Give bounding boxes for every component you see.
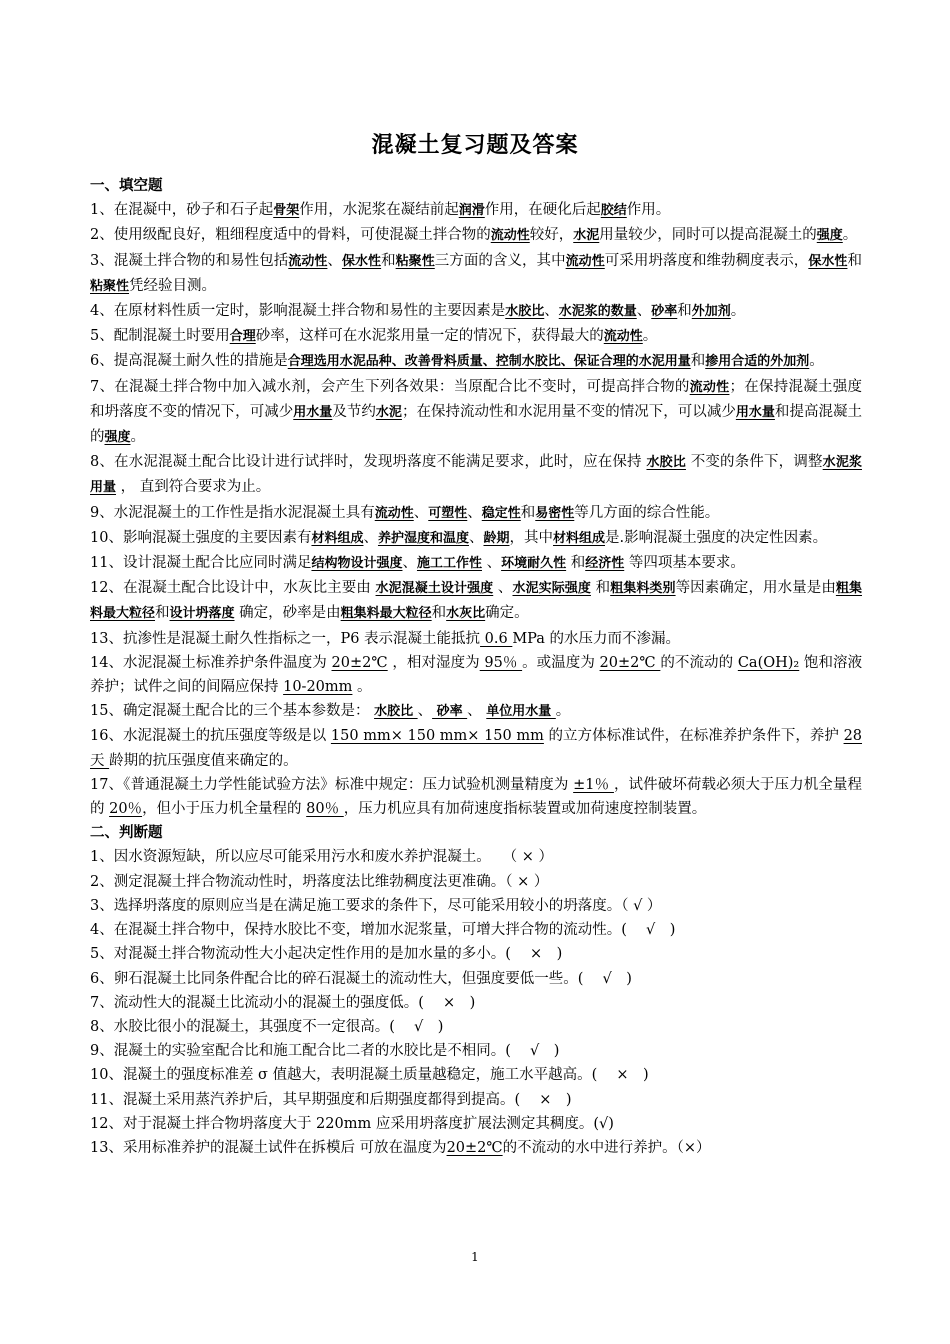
question-text: 凭经验目测。 <box>129 277 217 294</box>
question-text: 和提高混凝土的 <box>90 403 863 446</box>
fill-in-question <box>90 198 862 223</box>
underlined-answer: 0.6 <box>480 630 513 647</box>
question-text: 。 <box>130 429 146 446</box>
question-text: 10、影响混凝土强度的主要因素有 <box>90 529 312 546</box>
fill-in-question-list <box>90 198 862 821</box>
fill-in-question <box>90 773 862 821</box>
question-text: 。 <box>555 703 571 720</box>
answer-blank: 稳定性 <box>481 505 521 521</box>
answer-blank: 流动性 <box>374 505 414 521</box>
true-false-question <box>90 1136 862 1160</box>
answer-blank: 水灰比 <box>446 606 486 622</box>
answer-blank: 用水量 <box>735 404 775 420</box>
question-text: 等几方面的综合性能。 <box>574 504 720 521</box>
question-text: 、 <box>468 529 484 546</box>
underlined-answer: 10-20mm <box>283 679 353 696</box>
fill-in-question <box>90 349 862 374</box>
question-text: 可采用坍落度和维勃稠度表示， <box>604 252 809 269</box>
underlined-answer: 20±2℃ <box>599 654 661 671</box>
question-text: 4、在原材料性质一定时，影响混凝土拌合物和易性的主要因素是 <box>90 303 506 320</box>
question-text: 、 <box>493 580 513 597</box>
answer-blank: 结构物设计强度 <box>311 556 403 572</box>
underlined-answer: 28 天 <box>90 728 863 769</box>
question-text: 等四项基本要求。 <box>624 555 745 572</box>
question-text: ；在保持流动性和水泥用量不变的情况下，可以减少 <box>401 403 736 420</box>
answer-blank: 粗集料类别 <box>610 581 676 597</box>
question-text: ， 直到符合要求为止。 <box>116 479 271 496</box>
section-heading-true-false: 二、判断题 <box>90 825 163 842</box>
fill-in-question <box>90 724 862 772</box>
question-text: 龄期的抗压强度值来确定的。 <box>109 752 298 769</box>
true-false-question: 6、卵石混凝土比同条件配合比的碎石混凝土的流动性大，但强度要低一些。( √ ) <box>90 970 632 987</box>
question-text: ，相对湿度为 <box>387 654 480 671</box>
question-text: 11、设计混凝土配合比应同时满足 <box>90 555 312 572</box>
fill-in-question <box>90 223 862 248</box>
fill-in-question <box>90 576 862 626</box>
question-text: 。 <box>730 303 746 320</box>
answer-blank: 用水量 <box>293 404 333 420</box>
answer-blank: 材料组成 <box>311 530 364 546</box>
answer-blank: 养护湿度和温度 <box>377 530 469 546</box>
answer-blank: 水胶比 <box>374 704 418 720</box>
question-text: 的不流动的 <box>660 654 738 671</box>
question-text: 是.影响混凝土强度的决定性因素。 <box>605 529 828 546</box>
fill-in-question <box>90 627 862 651</box>
answer-blank: 骨架 <box>273 203 300 219</box>
answer-blank: 水胶比 <box>505 304 545 320</box>
underlined-answer: ±1％ <box>573 776 614 793</box>
question-text: 、 <box>327 252 342 269</box>
underlined-answer: 20±2℃ <box>331 654 388 671</box>
fill-in-question <box>90 249 862 299</box>
question-text: 17、《普通混凝土力学性能试验方法》标准中规定：压力试验机测量精度为 <box>90 776 574 793</box>
question-text: 5、配制混凝土时要用 <box>90 328 230 345</box>
answer-blank: 保水性 <box>341 253 382 269</box>
question-text: ，试件破坏荷载必须大于压力机全量程的 <box>90 776 863 818</box>
true-false-question: 10、混凝土的强度标准差 σ 值越大，表明混凝土质量越稳定，施工水平越高。( × ) <box>90 1067 649 1084</box>
question-text: 、 <box>402 555 417 572</box>
true-false-question: 4、在混凝土拌合物中，保持水胶比不变，增加水泥浆量，可增大拌合物的流动性。( √ ) <box>90 922 676 939</box>
question-text: 作用，在硬化后起 <box>484 202 601 219</box>
answer-blank: 流动性 <box>689 379 730 395</box>
question-text: 和 <box>431 605 447 622</box>
true-false-question: 11、混凝土采用蒸汽养护后，其早期强度和后期强度都得到提高。( × ) <box>90 1091 572 1108</box>
question-text: MPa 的水压力而不渗漏。 <box>512 630 681 647</box>
question-text: 、 <box>413 504 429 521</box>
answer-blank: 水泥混凝土设计强度 <box>375 581 494 597</box>
question-text: 作用。 <box>626 202 671 219</box>
question-text: 3、混凝土拌合物的和易性包括 <box>90 252 289 269</box>
answer-blank: 外加剂 <box>691 304 731 320</box>
answer-blank: 水胶比 <box>646 455 686 471</box>
underlined-answer: 20±2℃ <box>446 1139 503 1156</box>
question-text: 等因素确定，用水量是由 <box>675 580 836 597</box>
fill-in-question <box>90 375 862 451</box>
question-text: 。 <box>809 353 824 370</box>
question-text: 的不流动的水中进行养护。（×） <box>502 1139 711 1156</box>
question-text: 、 <box>544 303 559 320</box>
underlined-answer: Ca(OH)₂ <box>737 654 800 671</box>
question-text: 、 <box>467 504 482 521</box>
question-text: 不变的条件下，调整 <box>685 454 823 471</box>
fill-in-question <box>90 299 862 324</box>
question-text: 6、提高混凝土耐久性的措施是 <box>90 353 288 370</box>
true-false-question: 8、水胶比很小的混凝土，其强度不一定很高。( √ ) <box>90 1018 444 1035</box>
fill-in-question <box>90 651 862 699</box>
answer-blank: 流动性 <box>603 329 643 345</box>
question-text: 2、使用级配良好，粗细程度适中的骨料，可使混凝土拌合物的 <box>90 227 491 244</box>
answer-blank: 水泥浆用量 <box>90 455 862 496</box>
question-text: 13、采用标准养护的混凝土试件在拆模后 可放在温度为 <box>90 1139 447 1156</box>
question-text: 、 <box>417 703 433 720</box>
question-text: 、 <box>467 703 487 720</box>
answer-blank: 胶结 <box>600 203 627 219</box>
question-text: 15、确定混凝土配合比的三个基本参数是： <box>90 703 375 720</box>
section-heading-fill-in: 一、填空题 <box>90 178 163 194</box>
question-text: 16、水泥混凝土的抗压强度等级是以 <box>90 728 331 745</box>
question-text: 14、水泥混凝土标准养护条件温度为 <box>90 654 332 671</box>
question-text: ；在保持混凝土强度和坍落度不变的情况下，可减少 <box>90 378 862 420</box>
answer-blank: 水泥 <box>573 228 600 244</box>
question-text: 9、水泥混凝土的工作性是指水泥混凝土具有 <box>90 504 375 521</box>
question-text: 、 <box>481 555 502 572</box>
underlined-answer: 150 mm× 150 mm× 150 mm <box>330 728 544 745</box>
answer-blank: 设计坍落度 <box>169 606 235 622</box>
answer-blank: 材料组成 <box>553 530 606 546</box>
answer-blank: 水泥浆的数量 <box>558 304 637 320</box>
true-false-question: 7、流动性大的混凝土比流动小的混凝土的强度低。( × ) <box>90 994 476 1011</box>
answer-blank: 保水性 <box>808 253 848 269</box>
answer-blank: 掺用合适的外加剂 <box>705 354 810 370</box>
fill-in-question <box>90 699 862 724</box>
answer-blank: 砂率 <box>432 704 468 720</box>
question-text: ，压力机应具有加荷速度指标装置或加荷速度控制装置。 <box>343 801 707 818</box>
question-text: 饱和溶液养护；试件之间的间隔应保持 <box>90 654 863 696</box>
question-text: 、 <box>363 529 378 546</box>
answer-blank: 可塑性 <box>428 505 468 521</box>
page-title: 混凝土复习题及答案 <box>371 133 579 158</box>
question-text: 和 <box>847 252 862 269</box>
answer-blank: 强度 <box>816 228 843 244</box>
answer-blank: 施工工作性 <box>416 556 482 572</box>
question-text: 较好， <box>529 227 574 244</box>
question-text: 。或温度为 <box>522 654 600 671</box>
answer-blank: 粘聚性 <box>90 278 130 294</box>
question-text: 1、在混凝中，砂子和石子起 <box>90 202 274 219</box>
true-false-question: 3、选择坍落度的原则应当是在满足施工要求的条件下，尽可能采用较小的坍落度。（ √ ） <box>90 897 662 914</box>
question-text: 8、在水泥混凝土配合比设计进行试拌时，发现坍落度不能满足要求，此时，应在保持 <box>90 454 647 471</box>
true-false-question-list <box>90 845 862 1160</box>
question-text: 。 <box>842 227 858 244</box>
underlined-answer: 95％ <box>479 654 523 671</box>
answer-blank: 流动性 <box>288 253 328 269</box>
question-text: 的立方体标准试件，在标准养护条件下，养护 <box>543 728 844 745</box>
answer-blank: 流动性 <box>565 253 605 269</box>
fill-in-question <box>90 501 862 526</box>
question-text: 确定。 <box>485 605 529 622</box>
question-text: 三方面的含义，其中 <box>434 252 566 269</box>
answer-blank: 砂率 <box>651 304 678 320</box>
answer-blank: 经济性 <box>585 556 625 572</box>
answer-blank: 粗集料最大粒径 <box>90 581 862 622</box>
question-text: 和 <box>590 580 611 597</box>
question-text: 。 <box>352 679 372 696</box>
question-text: 7、在混凝土拌合物中加入减水剂，会产生下列各效果：当原配合比不变时，可提高拌合物的 <box>90 378 690 395</box>
underlined-answer: 20％ <box>109 801 143 818</box>
fill-in-question <box>90 526 862 551</box>
question-text: 作用，水泥浆在凝结前起 <box>299 202 459 219</box>
page-number: 1 <box>471 1250 479 1264</box>
question-text: ，其中 <box>509 529 553 546</box>
true-false-question: 9、混凝土的实验室配合比和施工配合比二者的水胶比是不相同。( √ ) <box>90 1043 560 1060</box>
answer-blank: 龄期 <box>483 530 510 546</box>
question-text: 和 <box>690 353 706 370</box>
answer-blank: 强度 <box>104 430 131 446</box>
answer-blank: 合理 <box>229 329 256 345</box>
true-false-question: 1、因水资源短缺，所以应尽可能采用污水和废水养护混凝土。 （ × ） <box>90 849 553 866</box>
answer-blank: 环境耐久性 <box>501 556 567 572</box>
question-text: 。 <box>642 328 658 345</box>
question-text: 确定，砂率是由 <box>234 605 341 622</box>
answer-blank: 水泥 <box>375 404 402 420</box>
answer-blank: 润滑 <box>458 203 485 219</box>
underlined-answer: 80％ <box>306 801 344 818</box>
question-text: 和 <box>155 605 170 622</box>
true-false-question: 5、对混凝土拌合物流动性大小起决定性作用的是加水量的多小。( × ) <box>90 946 563 963</box>
answer-blank: 流动性 <box>490 228 530 244</box>
true-false-question: 12、对于混凝土拌合物坍落度大于 220mm 应采用坍落度扩展法测定其稠度。(√) <box>90 1115 614 1132</box>
fill-in-question <box>90 551 862 576</box>
answer-blank: 合理选用水泥品种、改善骨料质量、控制水胶比、保证合理的水泥用量 <box>287 354 691 370</box>
answer-blank: 粘聚性 <box>395 253 435 269</box>
question-text: 13、抗渗性是混凝土耐久性指标之一，P6 表示混凝土能抵抗 <box>90 630 481 647</box>
question-text: 和 <box>520 504 536 521</box>
answer-blank: 单位用水量 <box>486 704 556 720</box>
question-text: 和 <box>677 303 692 320</box>
question-text: 及节约 <box>332 403 376 420</box>
question-text: 12、在混凝土配合比设计中，水灰比主要由 <box>90 580 376 597</box>
answer-blank: 易密性 <box>535 505 575 521</box>
answer-blank: 水泥实际强度 <box>512 581 591 597</box>
fill-in-question <box>90 324 862 349</box>
question-text: 砂率，这样可在水泥浆用量一定的情况下，获得最大的 <box>255 328 604 345</box>
question-text: 用量较少，同时可以提高混凝土的 <box>599 227 817 244</box>
question-text: 和 <box>566 555 586 572</box>
answer-blank: 粗集料最大粒径 <box>340 606 432 622</box>
question-text: 、 <box>636 303 652 320</box>
fill-in-question <box>90 450 862 500</box>
document-body <box>90 174 862 1160</box>
question-text: 和 <box>381 252 396 269</box>
true-false-question: 2、测定混凝土拌合物流动性时，坍落度法比维勃稠度法更准确。（ × ） <box>90 873 549 890</box>
question-text: ，但小于压力机全量程的 <box>142 801 307 818</box>
